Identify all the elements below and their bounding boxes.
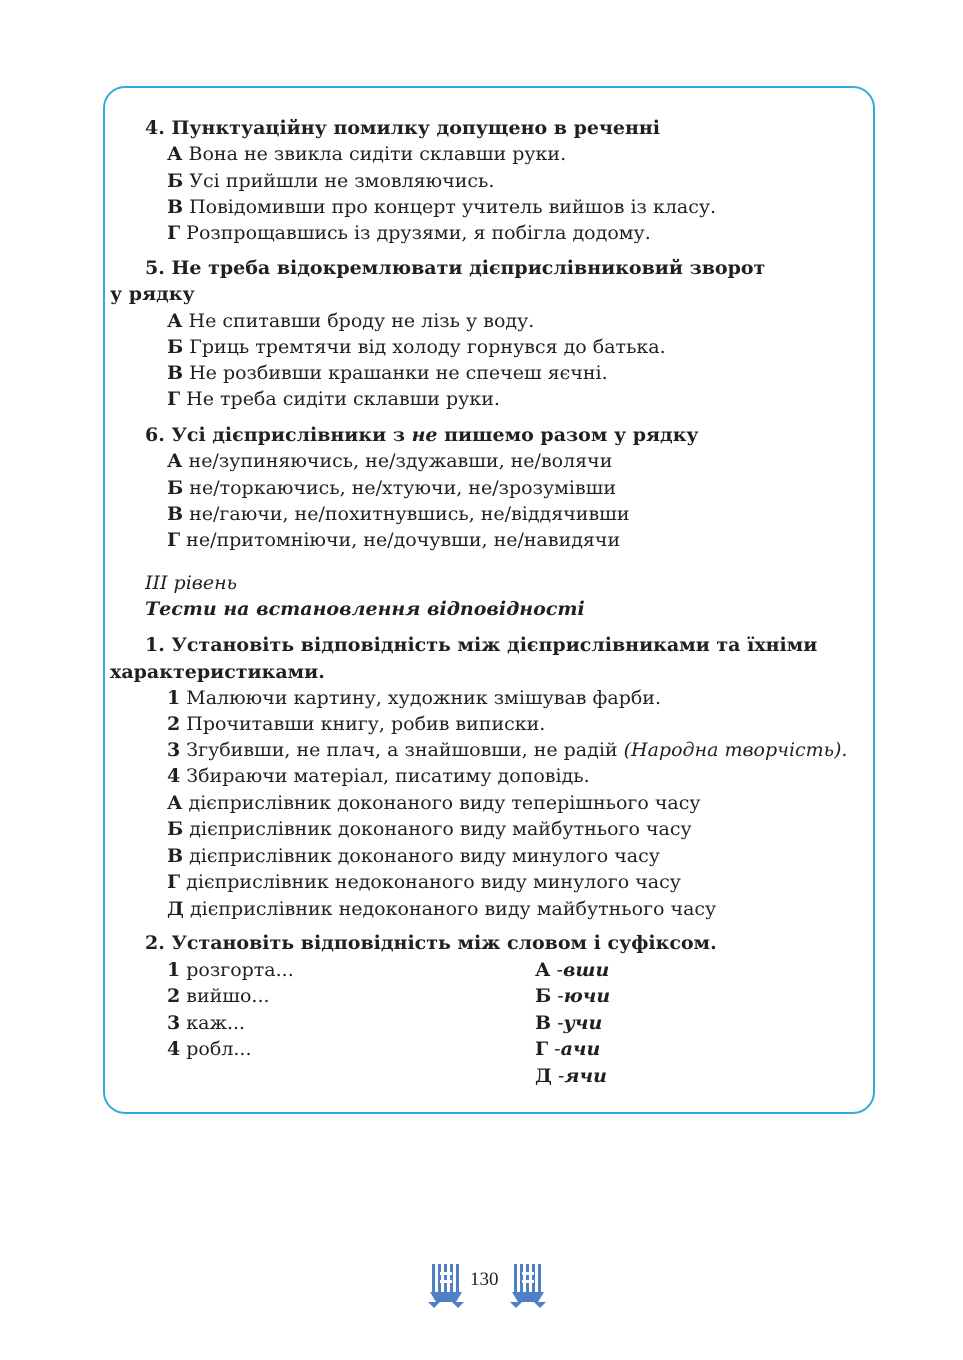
- question-5-title-line1: 5. Не треба відокремлювати дієприслівниковий зворот: [145, 257, 766, 279]
- q6-option-d: Г не/притомніючи, не/дочувши, не/навидячи: [167, 529, 621, 551]
- ornament-left-icon: [426, 1262, 466, 1310]
- q4-option-c: В Повідомивши про концерт учитель вийшов із класу.: [167, 196, 717, 218]
- m1-option-a: А дієприслівник доконаного виду теперішнього часу: [167, 792, 701, 814]
- m2-item-2: 2 вийшо...: [167, 985, 270, 1007]
- m1-option-c: В дієприслівник доконаного виду минулого часу: [167, 845, 660, 867]
- q4-option-b: Б Усі прийшли не змовляючись.: [167, 170, 495, 192]
- m2-option-b: Б -ючи: [535, 985, 611, 1007]
- page-footer: [426, 1262, 546, 1310]
- matching-1-title-line1: 1. Установіть відповідність між дієприслівниками та їхніми: [145, 634, 818, 656]
- q6-option-c: В не/гаючи, не/похитнувшись, не/віддячивши: [167, 503, 630, 525]
- m1-option-e: Д дієприслівник недоконаного виду майбутнього часу: [167, 898, 717, 920]
- q5-option-a: А Не спитавши броду не лізь у воду.: [167, 310, 535, 332]
- question-5-title-line2: у рядку: [110, 283, 195, 305]
- m2-option-a: А -вши: [535, 959, 610, 981]
- m2-option-e: Д -ячи: [535, 1065, 607, 1087]
- question-4-title: 4. Пунктуаційну помилку допущено в реченні: [145, 117, 660, 139]
- level-label: ІІІ рівень: [145, 572, 237, 594]
- m1-option-d: Г дієприслівник недоконаного виду минулого часу: [167, 871, 681, 893]
- question-6-title: 6. Усі дієприслівники з не пишемо разом у рядку: [145, 424, 699, 446]
- q5-option-b: Б Гриць тремтячи від холоду горнувся до батька.: [167, 336, 666, 358]
- m1-option-b: Б дієприслівник доконаного виду майбутнього часу: [167, 818, 692, 840]
- m1-item-4: 4 Збираючи матеріал, писатиму доповідь.: [167, 765, 590, 787]
- ornament-right-icon: [508, 1262, 548, 1310]
- q6-option-b: Б не/торкаючись, не/хтуючи, не/зрозумівши: [167, 477, 617, 499]
- m1-item-1: 1 Малюючи картину, художник змішував фарби.: [167, 687, 662, 709]
- m1-item-3: 3 Згубивши, не плач, а знайшовши, не радій (Народна творчість).: [167, 739, 848, 761]
- m1-item-2: 2 Прочитавши книгу, робив виписки.: [167, 713, 546, 735]
- m2-item-1: 1 розгорта...: [167, 959, 294, 981]
- m2-option-d: Г -ачи: [535, 1038, 601, 1060]
- m2-option-c: В -учи: [535, 1012, 603, 1034]
- matching-1-title-line2: характеристиками.: [110, 661, 325, 683]
- q6-option-a: А не/зупиняючись, не/здужавши, не/волячи: [167, 450, 613, 472]
- m2-item-4: 4 робл...: [167, 1038, 252, 1060]
- matching-2-title: 2. Установіть відповідність між словом і суфіксом.: [145, 932, 717, 954]
- m2-item-3: 3 каж...: [167, 1012, 246, 1034]
- q4-option-d: Г Розпрощавшись із друзями, я побігла додому.: [167, 222, 651, 244]
- q5-option-d: Г Не треба сидіти склавши руки.: [167, 388, 500, 410]
- page-number: 130: [470, 1269, 499, 1290]
- q4-option-a: А Вона не звикла сидіти склавши руки.: [167, 143, 567, 165]
- section-title: Тести на встановлення відповідності: [145, 598, 585, 620]
- q5-option-c: В Не розбивши крашанки не спечеш яєчні.: [167, 362, 608, 384]
